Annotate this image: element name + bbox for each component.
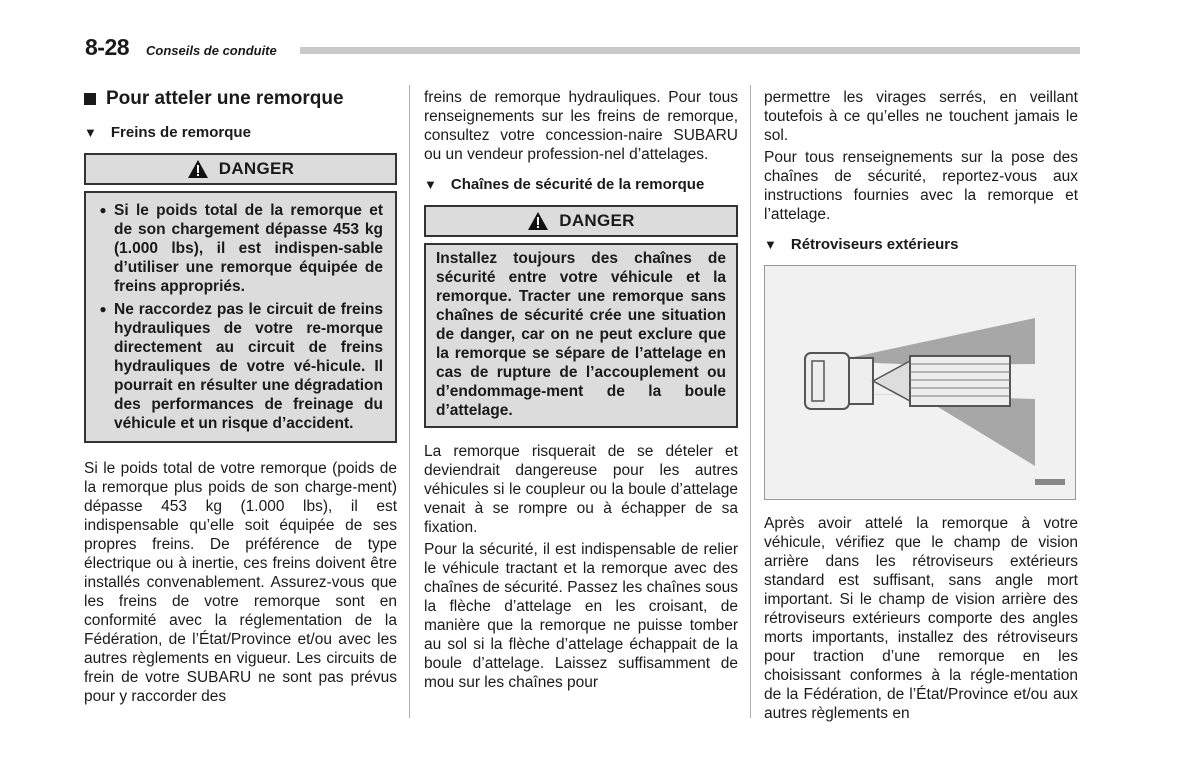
mirror-view-figure <box>764 265 1076 500</box>
danger-header: DANGER <box>84 153 397 185</box>
danger-box <box>84 191 397 443</box>
body-text: Après avoir attelé la remorque à votre véhicule, vérifiez que le champ de vision arrière dans les rétroviseurs extérieurs standard est suffisant, sans angle mort important. Si le champ de vision arrière des rétroviseurs extérieurs comporte des angles morts importants, installez des rétroviseurs pour traction d’une remorque en les choisissant conformes à la régle-mentation de la Fédération, de l’État/Province et/ou aux autres règlements en <box>764 515 1078 722</box>
bullet-icon: ● <box>99 203 107 217</box>
body-text: permettre les virages serrés, en veillant toutefois à ce qu’elles ne touchent jamais le sol. <box>764 89 1078 144</box>
body-text: freins de remorque hydrauliques. Pour tous renseignements sur les freins de remorque, consultez votre concession-naire SUBARU ou un vendeur profession-nel d’attelages. <box>424 89 738 163</box>
page-number: 8-28 <box>85 34 130 60</box>
body-text: Pour la sécurité, il est indispensable de relier le véhicule tractant et la remorque avec des chaînes de sécurité. Passez les chaînes sous la flèche d’attelage en les croisant, de manière que la remorque ne puisse tomber au sol si la flèche d’attelage échappait de la boule d’attelage. Laissez suffisamment de mou sur les chaînes pour <box>424 541 738 691</box>
danger-header: DANGER <box>424 205 738 237</box>
body-text: La remorque risquerait de se dételer et deviendrait dangereuse pour les autres véhicules si le coupleur ou la boule d’attelage venait à se rompre ou à échapper de sa fixation. <box>424 443 738 536</box>
danger-box: Installez toujours des chaînes de sécurité entre votre véhicule et la remorque. Tracter une remorque sans chaînes de sécurité crée une situation de danger, car on ne peut exclure que la remorque se sépare de l’attelage en cas de rupture de l’accouplement ou d’endommage-ment de la boule d’attelage. <box>424 243 738 428</box>
chapter-title: Conseils de conduite <box>146 43 277 58</box>
column-1 <box>84 88 397 709</box>
triangle-down-icon: ▼ <box>424 177 437 192</box>
section-heading: Pour atteler une remorque <box>84 88 397 110</box>
mirror-view-diagram-icon <box>765 266 1075 499</box>
column-3 <box>764 88 1078 726</box>
square-bullet-icon <box>84 93 96 105</box>
subsection-heading: ▼ Freins de remorque <box>84 124 251 141</box>
column-divider <box>750 85 751 718</box>
bullet-icon: ● <box>99 302 107 316</box>
danger-item: ● Si le poids total de la remorque et de son chargement dépasse 453 kg (1.000 lbs), il est indispen-sable d’utiliser une remorque équipée de freins appropriés. <box>92 201 383 296</box>
subsection-heading: ▼ Rétroviseurs extérieurs <box>764 236 959 253</box>
column-divider <box>409 85 410 718</box>
body-text: Pour tous renseignements sur la pose des chaînes de sécurité, reportez-vous aux instructions fournies avec la remorque et l’attelage. <box>764 149 1078 223</box>
header-bar <box>300 47 1080 54</box>
body-text: Si le poids total de votre remorque (poids de la remorque plus poids de son charge-ment) dépasse 453 kg (1.000 lbs), il est indispensable qu’elle soit équipée de ses propres freins. De préférence de type électrique ou à inertie, ces freins doivent être installés convenablement. Assurez-vous que les freins de votre remorque sont en conformité avec la réglementation de la Fédération, de l’État/Province et/ou avec les autres règlements en vigueur. Les circuits de frein de votre SUBARU ne sont pas prévus pour y raccorder des <box>84 460 397 705</box>
warning-triangle-icon <box>187 159 209 179</box>
column-2 <box>424 88 738 695</box>
triangle-down-icon: ▼ <box>764 237 777 252</box>
triangle-down-icon: ▼ <box>84 125 97 140</box>
danger-item: ● Ne raccordez pas le circuit de freins hydrauliques de votre re-morque directement au circuit de freins hydrauliques de votre vé-hicule. Il pourrait en résulter une dégradation des performances de freinage du véhicule et un risque d’accident. <box>92 300 383 433</box>
warning-triangle-icon <box>527 211 549 231</box>
subsection-heading: ▼ Chaînes de sécurité de la remorque <box>424 176 705 193</box>
